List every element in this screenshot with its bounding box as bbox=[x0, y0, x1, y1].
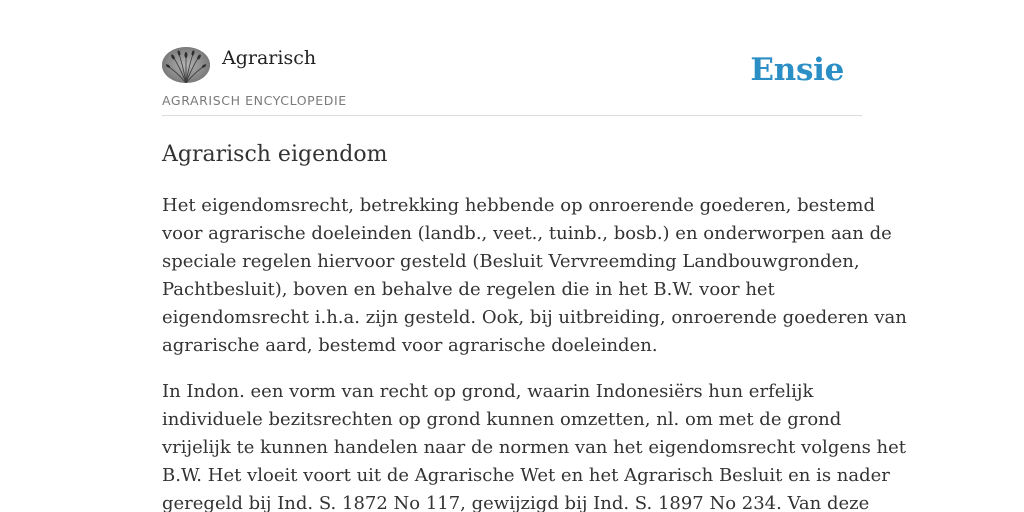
text-line: eigendomsrecht i.h.a. zijn gesteld. Ook, bij uitbreiding, onroerende goederen van bbox=[162, 307, 907, 328]
text-line: voor agrarische doeleinden (landb., veet., tuinb., bosb.) en onderworpen aan de bbox=[162, 223, 892, 244]
text-line: geregeld bij Ind. S. 1872 No 117, gewijzigd bij Ind. S. 1897 No 234. Van deze bbox=[162, 493, 870, 512]
source-subtitle: AGRARISCH ENCYCLOPEDIE bbox=[162, 93, 347, 108]
text-line: Pachtbesluit), boven en behalve de regelen die in het B.W. voor het bbox=[162, 279, 775, 300]
text-line: In Indon. een vorm van recht op grond, waarin Indonesiërs hun erfelijk bbox=[162, 381, 814, 402]
text-line: Het eigendomsrecht, betrekking hebbende op onroerende goederen, bestemd bbox=[162, 195, 875, 216]
article-title: Agrarisch eigendom bbox=[162, 142, 388, 167]
text-line: speciale regelen hiervoor gesteld (Besluit Vervreemding Landbouwgronden, bbox=[162, 251, 860, 272]
text-line: B.W. Het vloeit voort uit de Agrarische Wet en het Agrarisch Besluit en is nader bbox=[162, 465, 890, 486]
text-line: vrijelijk te kunnen handelen naar de normen van het eigendomsrecht volgens het bbox=[162, 437, 907, 458]
wheat-engraving-icon[interactable] bbox=[162, 47, 210, 83]
text-line: agrarische aard, bestemd voor agrarische doeleinden. bbox=[162, 335, 658, 356]
text-line: individuele bezitsrechten op grond kunnen omzetten, nl. om met de grond bbox=[162, 409, 842, 430]
page-header bbox=[162, 0, 862, 116]
content-container bbox=[162, 0, 907, 512]
article-body bbox=[162, 192, 907, 512]
paragraph bbox=[162, 192, 907, 360]
paragraph bbox=[162, 378, 907, 512]
source-name[interactable]: Agrarisch bbox=[222, 47, 317, 69]
brand-logo[interactable]: Ensie bbox=[750, 52, 844, 88]
